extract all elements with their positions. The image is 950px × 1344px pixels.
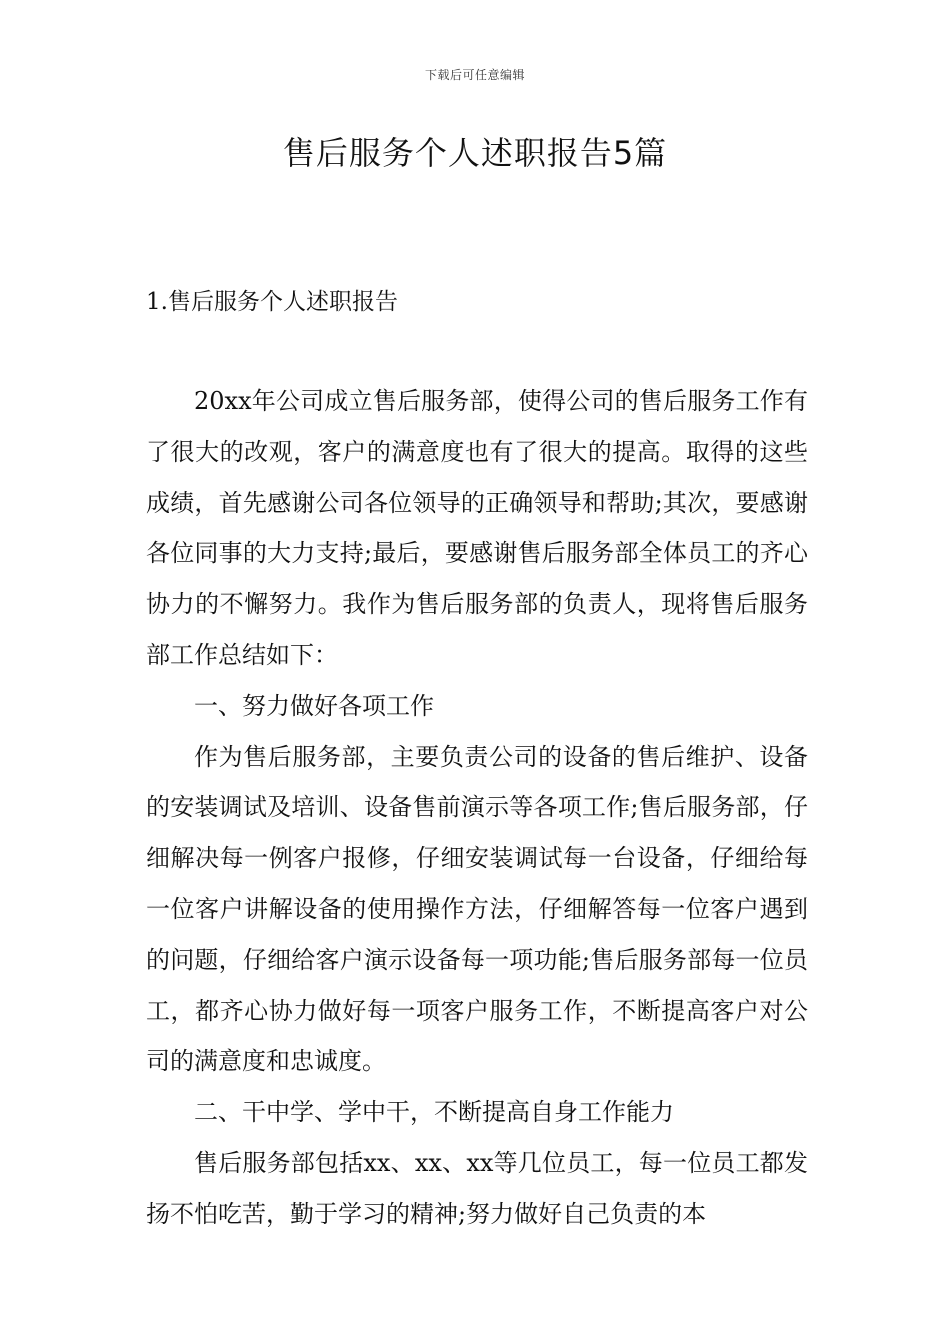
body-text	[146, 376, 808, 1240]
paragraph-intro: 20xx年公司成立售后服务部，使得公司的售后服务工作有了很大的改观，客户的满意度也有了很大的提高。取得的这些成绩，首先感谢公司各位领导的正确领导和帮助;其次，要感谢各位同事的大力支持;最后，要感谢售后服务部全体员工的齐心协力的不懈努力。我作为售后服务部的负责人，现将售后服务部工作总结如下：	[146, 387, 808, 669]
section-heading: 1.售后服务个人述职报告	[146, 289, 398, 315]
subheading-two: 二、干中学、学中干，不断提高自身工作能力	[194, 1098, 674, 1127]
header-note: 下载后可任意编辑	[424, 68, 525, 82]
paragraph-staff: 售后服务部包括xx、xx、xx等几位员工，每一位员工都发扬不怕吃苦，勤于学习的精神;努力做好自己负责的本	[146, 1148, 808, 1228]
paragraph-duties: 作为售后服务部，主要负责公司的设备的售后维护、设备的安装调试及培训、设备售前演示等各项工作;售后服务部，仔细解决每一例客户报修，仔细安装调试每一台设备，仔细给每一位客户讲解设备的使用操作方法，仔细解答每一位客户遇到的问题，仔细给客户演示设备每一项功能;售后服务部每一位员工，都齐心协力做好每一项客户服务工作，不断提高客户对公司的满意度和忠诚度。	[146, 742, 808, 1076]
document-title: 售后服务个人述职报告5篇	[282, 134, 668, 172]
subheading-one: 一、努力做好各项工作	[194, 691, 434, 720]
